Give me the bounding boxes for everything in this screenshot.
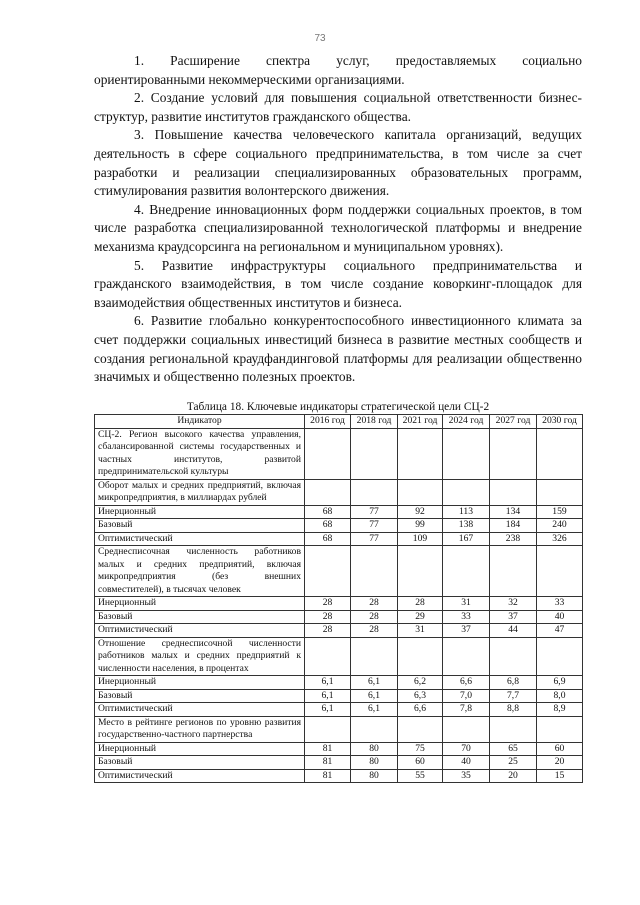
indicator-name-cell: Отношение среднесписочной численности работников малых и средних предприятий к численности населения, в процентах [95, 637, 305, 676]
value-cell: 6,2 [398, 676, 443, 690]
value-cell [537, 716, 583, 742]
value-cell: 80 [351, 742, 398, 756]
value-cell: 40 [537, 610, 583, 624]
value-cell [351, 546, 398, 597]
value-cell: 6,6 [398, 703, 443, 717]
paragraph-4: 4. Внедрение инновационных форм поддержки социальных проектов, в том числе разработка специализированной технологической платформы и внедрение механизма краудсорсинга на региональном и муниципальном уровнях). [94, 201, 582, 254]
value-cell: 6,1 [351, 703, 398, 717]
value-cell: 33 [537, 597, 583, 611]
indicator-name-cell: Базовый [95, 519, 305, 533]
value-cell: 6,9 [537, 676, 583, 690]
value-cell [443, 716, 490, 742]
value-cell: 31 [398, 624, 443, 638]
value-cell: 35 [443, 769, 490, 783]
value-cell: 75 [398, 742, 443, 756]
value-cell: 77 [351, 505, 398, 519]
value-cell: 28 [305, 610, 351, 624]
indicator-name-cell: Базовый [95, 689, 305, 703]
value-cell [398, 479, 443, 505]
value-cell: 8,9 [537, 703, 583, 717]
value-cell: 184 [490, 519, 537, 533]
table-header-row [95, 415, 583, 429]
indicator-name-cell: Среднесписочная численность работников малых и средних предприятий, включая микропредприятия (без внешних совместителей), в тысячах человек [95, 546, 305, 597]
paragraph-1: 1. Расширение спектра услуг, предоставляемых социально ориентированными некоммерческими организациями. [94, 53, 582, 87]
value-cell: 28 [305, 624, 351, 638]
paragraph-6: 6. Развитие глобально конкурентоспособного инвестиционного климата за счет поддержки социальных инвестиций бизнеса в развитие местных сообществ и создания региональной краудфандинговой платформы для реализации общественно значимых и общественно полезных проектов. [94, 313, 582, 385]
value-cell: 33 [443, 610, 490, 624]
value-cell: 81 [305, 769, 351, 783]
value-cell [443, 479, 490, 505]
value-cell: 240 [537, 519, 583, 533]
header-indicator: Индикатор [95, 415, 305, 429]
value-cell: 81 [305, 756, 351, 770]
value-cell: 6,1 [351, 676, 398, 690]
indicators-table [94, 414, 583, 783]
table-row [95, 637, 583, 676]
value-cell: 113 [443, 505, 490, 519]
table-row [95, 597, 583, 611]
value-cell: 138 [443, 519, 490, 533]
value-cell: 134 [490, 505, 537, 519]
value-cell: 99 [398, 519, 443, 533]
header-year: 2016 год [305, 415, 351, 429]
indicator-name-cell: Инерционный [95, 676, 305, 690]
indicator-name-cell: Инерционный [95, 742, 305, 756]
table-row [95, 519, 583, 533]
header-year: 2018 год [351, 415, 398, 429]
body-text [94, 52, 582, 387]
indicator-name-cell: Базовый [95, 756, 305, 770]
value-cell: 7,8 [443, 703, 490, 717]
table-row [95, 769, 583, 783]
value-cell: 92 [398, 505, 443, 519]
value-cell: 20 [490, 769, 537, 783]
value-cell: 8,8 [490, 703, 537, 717]
value-cell: 81 [305, 742, 351, 756]
indicator-name-cell: СЦ-2. Регион высокого качества управления, сбалансированной системы государственных и частных институтов, развитой предпринимательской культуры [95, 428, 305, 479]
value-cell [351, 428, 398, 479]
value-cell: 6,8 [490, 676, 537, 690]
header-year: 2021 год [398, 415, 443, 429]
value-cell: 6,1 [351, 689, 398, 703]
indicator-name-cell: Базовый [95, 610, 305, 624]
table-row [95, 546, 583, 597]
table-row [95, 716, 583, 742]
value-cell: 15 [537, 769, 583, 783]
value-cell: 20 [537, 756, 583, 770]
page-number: 73 [314, 33, 326, 44]
value-cell: 55 [398, 769, 443, 783]
table-row [95, 676, 583, 690]
value-cell [351, 716, 398, 742]
value-cell [398, 546, 443, 597]
value-cell [305, 546, 351, 597]
value-cell: 77 [351, 532, 398, 546]
table-caption: Таблица 18. Ключевые индикаторы стратегической цели СЦ-2 [186, 401, 490, 413]
value-cell: 80 [351, 769, 398, 783]
table-row [95, 689, 583, 703]
table-row [95, 505, 583, 519]
value-cell: 37 [443, 624, 490, 638]
value-cell: 109 [398, 532, 443, 546]
value-cell: 326 [537, 532, 583, 546]
table-row [95, 703, 583, 717]
value-cell: 28 [351, 610, 398, 624]
value-cell [305, 428, 351, 479]
value-cell [305, 479, 351, 505]
paragraph-5: 5. Развитие инфраструктуры социального предпринимательства и гражданского взаимодействия, в том числе создание коворкинг-площадок для взаимодействия общественных институтов и бизнеса. [94, 257, 582, 310]
value-cell [490, 716, 537, 742]
value-cell: 6,1 [305, 703, 351, 717]
value-cell [398, 637, 443, 676]
indicator-name-cell: Место в рейтинге регионов по уровню развития государственно-частного партнерства [95, 716, 305, 742]
value-cell [490, 428, 537, 479]
value-cell: 65 [490, 742, 537, 756]
value-cell [443, 546, 490, 597]
value-cell: 8,0 [537, 689, 583, 703]
indicator-name-cell: Оптимистический [95, 624, 305, 638]
value-cell [398, 428, 443, 479]
paragraph-3: 3. Повышение качества человеческого капитала организаций, ведущих деятельность в сфере социального предпринимательства, в том числе за счет разработки и реализации специализированных образовательных программ, стимулирования развития волонтерского движения. [94, 127, 582, 199]
value-cell [398, 716, 443, 742]
value-cell: 68 [305, 532, 351, 546]
value-cell: 31 [443, 597, 490, 611]
indicator-name-cell: Оборот малых и средних предприятий, включая микропредприятия, в миллиардах рублей [95, 479, 305, 505]
value-cell: 60 [537, 742, 583, 756]
header-year: 2030 год [537, 415, 583, 429]
table-row [95, 624, 583, 638]
table-row [95, 479, 583, 505]
table-row [95, 532, 583, 546]
value-cell: 70 [443, 742, 490, 756]
value-cell: 80 [351, 756, 398, 770]
table-body [95, 428, 583, 783]
value-cell: 68 [305, 505, 351, 519]
value-cell: 37 [490, 610, 537, 624]
value-cell: 7,7 [490, 689, 537, 703]
value-cell: 6,3 [398, 689, 443, 703]
value-cell: 28 [398, 597, 443, 611]
value-cell: 159 [537, 505, 583, 519]
value-cell: 6,1 [305, 676, 351, 690]
value-cell [537, 479, 583, 505]
header-year: 2024 год [443, 415, 490, 429]
value-cell [351, 637, 398, 676]
value-cell: 28 [351, 624, 398, 638]
value-cell: 167 [443, 532, 490, 546]
value-cell: 7,0 [443, 689, 490, 703]
indicator-name-cell: Инерционный [95, 505, 305, 519]
value-cell: 60 [398, 756, 443, 770]
table-row [95, 610, 583, 624]
value-cell [537, 637, 583, 676]
value-cell: 29 [398, 610, 443, 624]
value-cell: 68 [305, 519, 351, 533]
value-cell: 28 [351, 597, 398, 611]
value-cell: 238 [490, 532, 537, 546]
value-cell: 77 [351, 519, 398, 533]
value-cell [537, 546, 583, 597]
value-cell [537, 428, 583, 479]
value-cell [490, 479, 537, 505]
indicator-name-cell: Оптимистический [95, 703, 305, 717]
table-row [95, 742, 583, 756]
value-cell: 25 [490, 756, 537, 770]
value-cell [443, 428, 490, 479]
paragraph-2: 2. Создание условий для повышения социальной ответственности бизнес-структур, развитие институтов гражданского общества. [94, 90, 582, 124]
value-cell [443, 637, 490, 676]
table-row [95, 428, 583, 479]
value-cell: 28 [305, 597, 351, 611]
table-row [95, 756, 583, 770]
indicator-name-cell: Оптимистический [95, 769, 305, 783]
value-cell: 40 [443, 756, 490, 770]
value-cell [305, 716, 351, 742]
value-cell [490, 546, 537, 597]
indicator-name-cell: Оптимистический [95, 532, 305, 546]
value-cell [305, 637, 351, 676]
value-cell [351, 479, 398, 505]
value-cell: 44 [490, 624, 537, 638]
value-cell [490, 637, 537, 676]
value-cell: 47 [537, 624, 583, 638]
value-cell: 6,1 [305, 689, 351, 703]
value-cell: 32 [490, 597, 537, 611]
indicator-name-cell: Инерционный [95, 597, 305, 611]
value-cell: 6,6 [443, 676, 490, 690]
header-year: 2027 год [490, 415, 537, 429]
